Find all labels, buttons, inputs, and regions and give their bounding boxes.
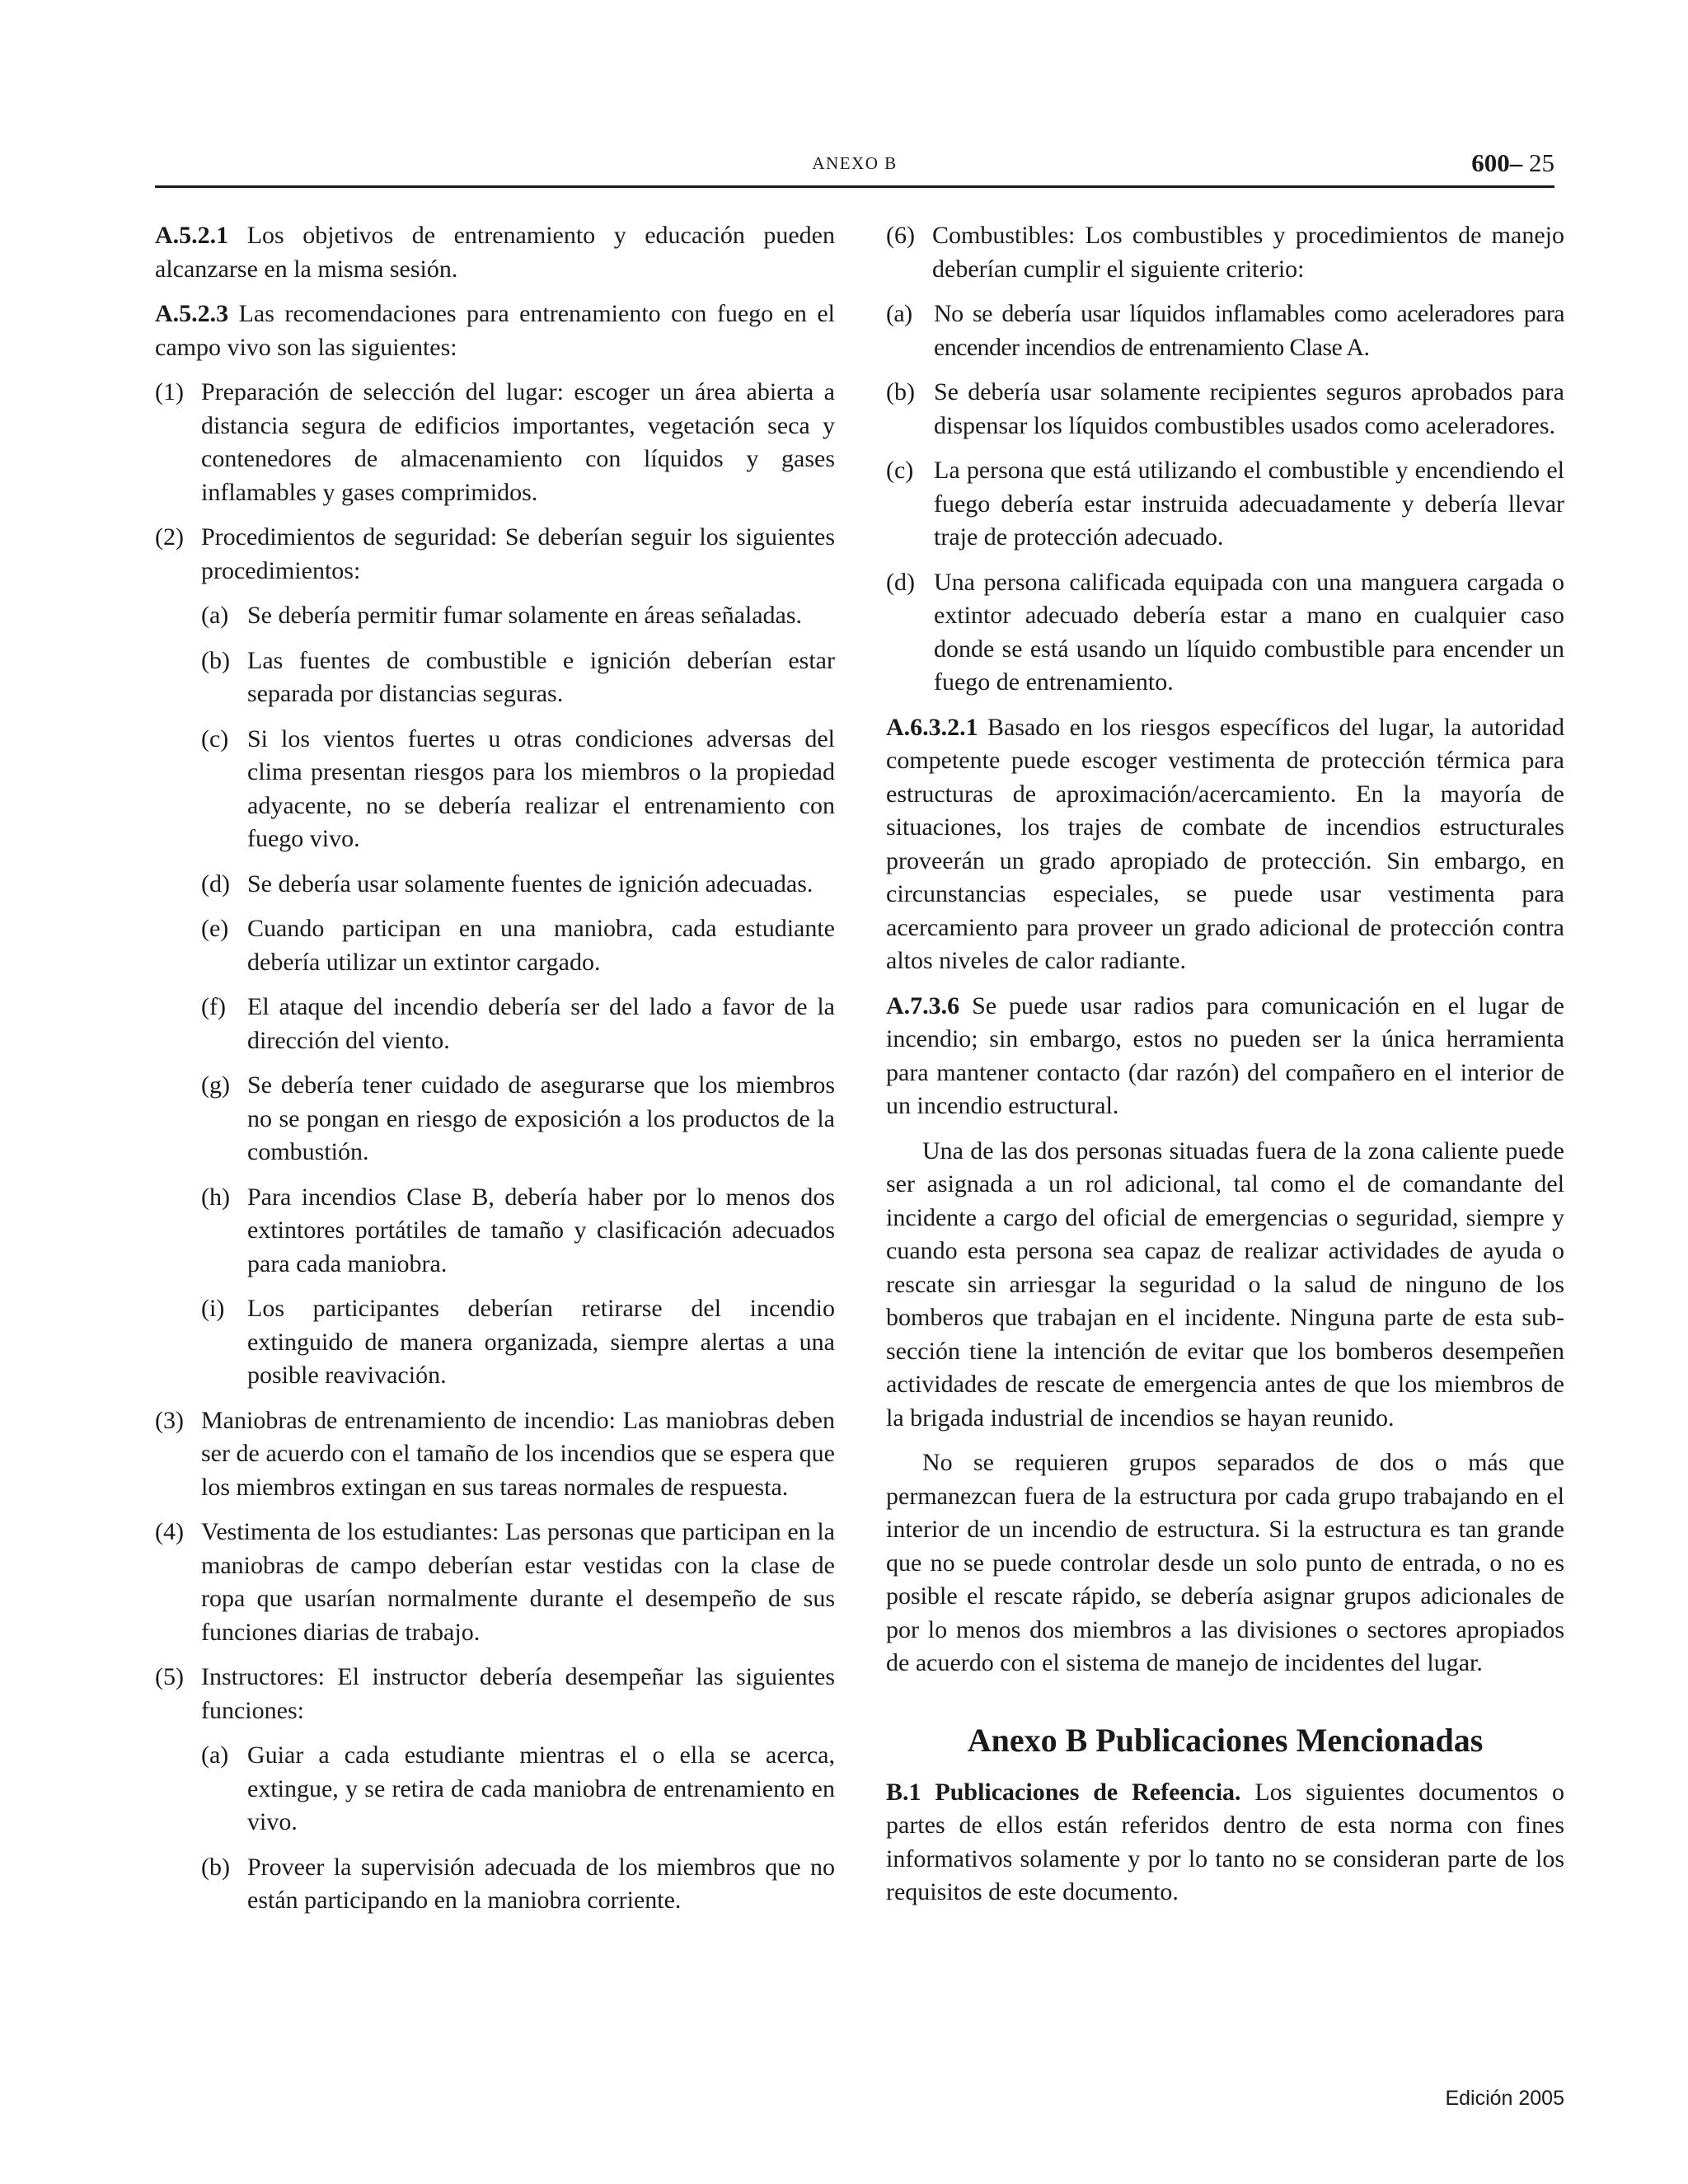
list-item-2 xyxy=(155,521,835,588)
sub-item-2c xyxy=(155,723,835,856)
list-number: (5) xyxy=(155,1663,184,1690)
paragraph-b1 xyxy=(886,1776,1564,1910)
sub-letter: (a) xyxy=(886,300,912,327)
sub-text: El ataque del incendio debería ser del lado a favor de la dirección del viento. xyxy=(247,993,835,1054)
sub-text: Los participantes deberían retirarse del incendio extinguido de manera organizada, siempre alertas a una posible reavivación. xyxy=(247,1295,835,1389)
paragraph-a736 xyxy=(886,990,1564,1123)
sub-item-6b xyxy=(886,376,1564,443)
list-text: Procedimientos de seguridad: Se deberían seguir los siguientes procedimientos: xyxy=(201,523,835,584)
list-item-1 xyxy=(155,376,835,509)
page-header xyxy=(155,148,1554,190)
sub-item-5a xyxy=(155,1739,835,1840)
sub-letter: (d) xyxy=(886,568,915,596)
sub-letter: (e) xyxy=(201,915,229,942)
sub-item-5b xyxy=(155,1851,835,1918)
sub-letter: (c) xyxy=(886,457,914,484)
sub-letter: (g) xyxy=(201,1071,230,1099)
list-number: (6) xyxy=(886,222,915,249)
paragraph-text: Las recomendaciones para entrenamiento con fuego en el campo vivo son las siguientes: xyxy=(155,300,835,361)
sub-letter: (c) xyxy=(201,724,229,752)
sub-text: Las fuentes de combustible e ignición deberían estar separada por distancias seguras. xyxy=(247,646,835,707)
sub-text: Guiar a cada estudiante mientras el o ella se acerca, extingue, y se retira de cada maniobra de entrenamiento en vivo. xyxy=(247,1741,835,1835)
paragraph-a736-cont-2: No se requieren grupos separados de dos o más que permanezcan fuera de la estructura por cada grupo trabajando en el interior de un incendio de estructura. Si la estructura es tan grande que no se puede controlar desde un solo punto de entrada, o no es posible el rescate rápido, se debería asignar grupos adicionales de por lo menos dos miembros a las divisiones o sectores apropiados de acuerdo con el sistema de manejo de incidentes del lugar. xyxy=(886,1449,1564,1676)
sub-text: Se debería tener cuidado de asegurarse que los miembros no se pongan en riesgo de exposición a los productos de la combustión. xyxy=(247,1071,835,1165)
list-number: (4) xyxy=(155,1518,184,1545)
running-head: ANEXO B xyxy=(812,153,898,173)
sub-item-2i xyxy=(155,1292,835,1393)
sub-letter: (b) xyxy=(201,1853,230,1881)
paragraph-text: Los siguientes documentos o partes de ellos están referidos dentro de esta norma con fines informativos solamente y por lo tanto no se consideran parte de los requisitos de este documento. xyxy=(886,1778,1564,1905)
list-text: Combustibles: Los combustibles y procedimientos de manejo deberían cumplir el siguiente criterio: xyxy=(932,222,1564,283)
sub-item-2h xyxy=(155,1181,835,1282)
sub-text: La persona que está utilizando el combustible y encendiendo el fuego debería estar instruida adecuadamente y debería llevar traje de protección adecuado. xyxy=(934,457,1564,551)
list-text: Maniobras de entrenamiento de incendio: Las maniobras deben ser de acuerdo con el tamaño de los incendios que se espera que los miembros extingan en sus tareas normales de respuesta. xyxy=(201,1406,835,1501)
list-text: Preparación de selección del lugar: escoger un área abierta a distancia segura de edificios importantes, vegetación seca y contenedores de almacenamiento con líquidos y gases inflamables y gases comprimidos. xyxy=(201,378,835,506)
sub-item-2b xyxy=(155,644,835,711)
section-label: A.7.3.6 xyxy=(886,991,960,1019)
sub-item-2e xyxy=(155,912,835,979)
section-label: A.5.2.3 xyxy=(155,300,229,327)
sub-text: Se debería usar solamente fuentes de ignición adecuadas. xyxy=(247,869,814,898)
paragraph-a521 xyxy=(155,219,835,286)
sub-item-6a xyxy=(886,298,1564,364)
page-number-prefix: 600– xyxy=(1471,148,1523,177)
sub-letter: (i) xyxy=(201,1295,225,1322)
right-column xyxy=(886,219,1564,1921)
sub-text: No se debería usar líquidos inflamables como aceleradores para encender incendios de entrenamiento Clase A. xyxy=(934,300,1564,361)
sub-item-2f xyxy=(155,991,835,1057)
sub-item-2d xyxy=(155,868,835,902)
list-item-5 xyxy=(155,1661,835,1727)
header-rule xyxy=(155,185,1554,188)
paragraph-text: Basado en los riesgos específicos del lugar, la autoridad competente puede escoger vestimenta de protección térmica para estructuras de aproximación/acercamiento. En la mayoría de situaciones, los trajes de combate de incendios estructurales proveerán un grado apropiado de protección. Sin embargo, en circunstancias especiales, se puede usar vestimenta para acercamiento para proveer un grado adicional de protección contra altos niveles de calor radiante. xyxy=(886,713,1564,974)
edition-footer: Edición 2005 xyxy=(1445,2087,1564,2110)
sub-item-2g xyxy=(155,1069,835,1169)
sub-text: Cuando participan en una maniobra, cada estudiante debería utilizar un extintor cargado. xyxy=(247,915,835,976)
list-item-6 xyxy=(886,219,1564,286)
sub-text: Una persona calificada equipada con una manguera cargada o extintor adecuado debería estar a mano en cualquier caso donde se está usando un líquido combustible para encender un fuego de entrenamiento. xyxy=(934,568,1564,696)
paragraph-text: Los objetivos de entrenamiento y educación pueden alcanzarse en la misma sesión. xyxy=(155,222,835,283)
list-text: Vestimenta de los estudiantes: Las personas que participan en la maniobras de campo deberían estar vestidas con la clase de ropa que usarían normalmente durante el desempeño de sus funciones diarias de trabajo. xyxy=(201,1518,835,1646)
sub-text: Se debería usar solamente recipientes seguros aprobados para dispensar los líquidos combustibles usados como aceleradores. xyxy=(934,378,1564,439)
sub-text: Para incendios Clase B, debería haber por lo menos dos extintores portátiles de tamaño y clasificación adecuados para cada maniobra. xyxy=(247,1183,835,1277)
sub-letter: (a) xyxy=(201,602,229,629)
sub-item-6d xyxy=(886,566,1564,700)
paragraph-text: Se puede usar radios para comunicación en el lugar de incendio; sin embargo, estos no pueden ser la única herramienta para mantener contacto (dar razón) del compañero en el interior de un incendio estructural. xyxy=(886,991,1564,1119)
page-number-value: 25 xyxy=(1522,148,1554,177)
sub-letter: (f) xyxy=(201,993,226,1020)
annex-heading: Anexo B Publicaciones Mencionadas xyxy=(967,1721,1484,1759)
left-column xyxy=(155,219,835,1929)
sub-text: Si los vientos fuertes u otras condiciones adversas del clima presentan riesgos para los miembros o la propiedad adyacente, no se debería realizar el entrenamiento con fuego vivo. xyxy=(247,724,835,852)
sub-text: Se debería permitir fumar solamente en áreas señaladas. xyxy=(247,602,803,629)
page-number xyxy=(1471,148,1554,178)
section-label: A.6.3.2.1 xyxy=(886,713,978,741)
list-number: (2) xyxy=(155,523,184,551)
paragraph-a523 xyxy=(155,298,835,364)
list-number: (3) xyxy=(155,1406,184,1434)
list-item-3 xyxy=(155,1404,835,1505)
section-label: A.5.2.1 xyxy=(155,222,229,249)
sub-letter: (h) xyxy=(201,1183,230,1211)
list-item-4 xyxy=(155,1516,835,1649)
sub-text: Proveer la supervisión adecuada de los miembros que no están participando en la maniobra corriente. xyxy=(247,1853,835,1914)
paragraph-a6321 xyxy=(886,711,1564,978)
sub-letter: (a) xyxy=(201,1741,229,1769)
sub-letter: (b) xyxy=(886,378,915,405)
sub-letter: (b) xyxy=(201,646,230,674)
sub-item-2a xyxy=(155,599,835,633)
section-label: B.1 Publicaciones de Refeencia. xyxy=(886,1778,1241,1806)
paragraph-a736-cont-1: Una de las dos personas situadas fuera de la zona caliente puede ser asignada a un rol adicional, tal como el de comandante del incidente a cargo del oficial de emergencias o seguridad, siempre y cuando esta persona sea capaz de realizar actividades de ayuda o rescate sin arriesgar la seguridad o la salud de ninguno de los bomberos que trabajan en el incidente. Ninguna parte de esta sub-sección tiene la intención de evitar que los bomberos desempeñen actividades de rescate de emergencia antes de que los miembros de la brigada industrial de incendios se hayan reunido. xyxy=(886,1137,1564,1432)
list-number: (1) xyxy=(155,378,184,405)
sub-letter: (d) xyxy=(201,869,230,898)
list-text: Instructores: El instructor debería desempeñar las siguientes funciones: xyxy=(201,1663,835,1724)
sub-item-6c xyxy=(886,454,1564,555)
